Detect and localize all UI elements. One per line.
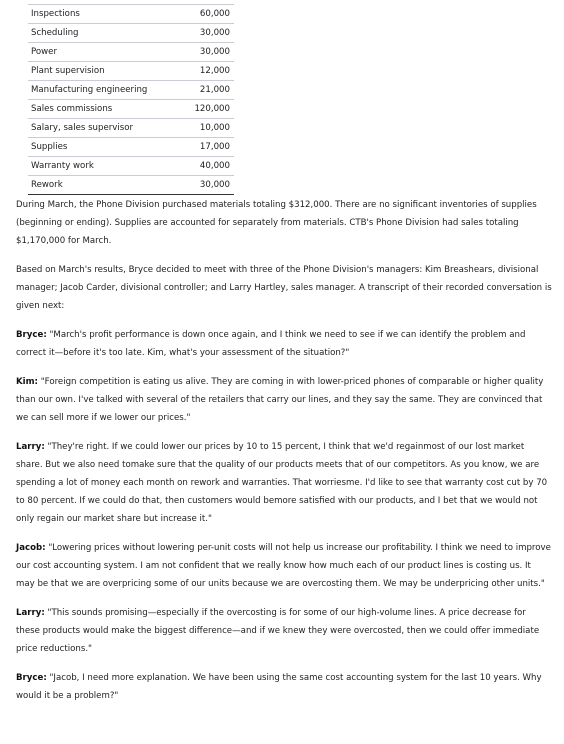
cost-item-label: Power [28,43,183,62]
table-row [28,5,234,24]
cost-item-label: Salary, sales supervisor [28,119,183,138]
paragraph-text: "This sounds promising—especially if the overcosting is for some of our high-volume lines. A price decrease for these products would make the biggest difference—and if we knew they were overcosted, then we could offer immediate price reductions." [16,608,540,654]
table-row [28,138,234,157]
cost-item-amount: 30,000 [183,43,234,62]
cost-item-amount: 30,000 [183,176,234,195]
cost-item-label: Rework [28,176,183,195]
table-row [28,62,234,81]
paragraph [16,539,552,593]
cost-item-amount: 17,000 [183,138,234,157]
table-row [28,81,234,100]
paragraph-text: During March, the Phone Division purchased materials totaling $312,000. There are no significant inventories of supplies (beginning or ending). Supplies are accounted for separately from materials. CTB's Phone Division had sales totaling $1,170,000 for March. [16,200,537,246]
cost-item-label: Warranty work [28,157,183,176]
paragraph [16,196,552,250]
cost-item-amount: 40,000 [183,157,234,176]
paragraph [16,373,552,427]
paragraph-text: "They're right. If we could lower our prices by 10 to 15 percent, I think that we'd regainmost of our lost market share. But we also need tomake sure that the quality of our products meets that of our competitors. As you know, we are spending a lot of money each month on rework and warranties. That worriesme. I'd like to see that warranty cost cut by 70 to 80 percent. If we could do that, then customers would bemore satisfied with our products, and I bet that we would not only regain our market share but increase it." [16,442,548,524]
speaker-name: Larry: [16,442,45,452]
cost-item-amount: 120,000 [183,100,234,119]
cost-item-label: Inspections [28,5,183,24]
paragraph-text: Based on March's results, Bryce decided to meet with three of the Phone Division's managers: Kim Breashears, divisional manager; Jacob Carder, divisional controller; and Larry Hartley, sales manager. A transcript of their recorded conversation is given next: [16,265,552,311]
speaker-name: Jacob: [16,543,46,553]
cost-item-label: Supplies [28,138,183,157]
speaker-name: Kim: [16,377,38,387]
table-row [28,24,234,43]
table-row [28,43,234,62]
cost-item-label: Manufacturing engineering [28,81,183,100]
speaker-name: Larry: [16,608,45,618]
page-footer [0,736,564,744]
paragraph [16,604,552,658]
paragraph [16,261,552,315]
cost-item-label: Sales commissions [28,100,183,119]
paragraph [16,326,552,362]
cost-item-amount: 60,000 [183,5,234,24]
cost-table [28,4,234,195]
cost-item-label: Scheduling [28,24,183,43]
cost-item-amount: 30,000 [183,24,234,43]
paragraph [16,438,552,528]
table-row [28,157,234,176]
cost-table-body [28,5,234,195]
paragraph [16,669,552,705]
case-narrative [16,196,552,716]
table-row [28,176,234,195]
table-row [28,100,234,119]
cost-item-amount: 10,000 [183,119,234,138]
speaker-name: Bryce: [16,330,47,340]
speaker-name: Bryce: [16,673,47,683]
paragraph-text: "March's profit performance is down once again, and I think we need to see if we can identify the problem and correct it—before it's too late. Kim, what's your assessment of the situation?" [16,330,526,358]
cost-item-label: Plant supervision [28,62,183,81]
table-row [28,119,234,138]
paragraph-text: "Jacob, I need more explanation. We have been using the same cost accounting system for the last 10 years. Why would it be a problem?" [16,673,542,701]
paragraph-text: "Lowering prices without lowering per-unit costs will not help us increase our profitability. I think we need to improve our cost accounting system. I am not confident that we really know how much each of our product lines is costing us. It may be that we are overpricing some of our units because we are overcosting them. We may be underpricing other units." [16,543,551,589]
cost-item-amount: 21,000 [183,81,234,100]
paragraph-text: "Foreign competition is eating us alive. They are coming in with lower-priced phones of comparable or higher quality than our own. I've talked with several of the retailers that carry our lines, and they say the same. They are convinced that we can sell more if we lower our prices." [16,377,544,423]
cost-item-amount: 12,000 [183,62,234,81]
